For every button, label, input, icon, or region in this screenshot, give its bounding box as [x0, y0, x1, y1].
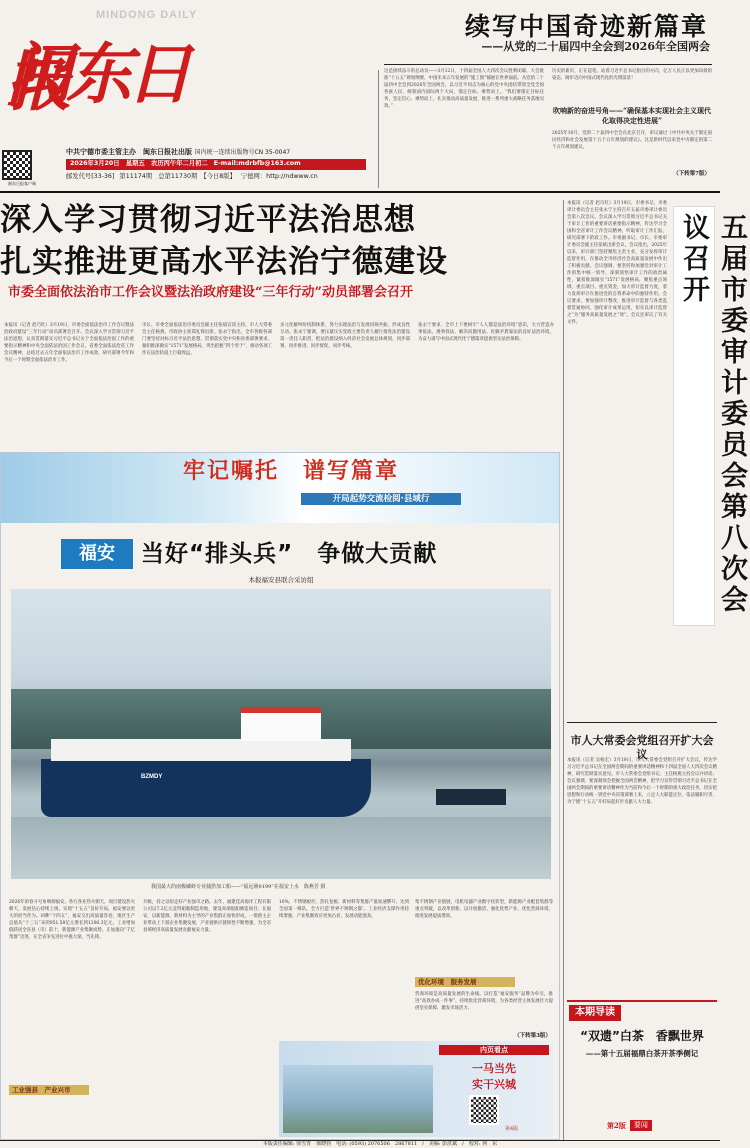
newspaper-logo[interactable]: 闽东日报 [6, 35, 186, 120]
promo-photo [283, 1065, 433, 1133]
lead-col-2: 历史的新页，正在起笔。站着习近平总书记指引的方向，亿万人民正以更加昂扬的姿态，阔步迈向中国式现代化的光明前景！ [552, 69, 712, 81]
main-headline-2[interactable]: 扎实推进更高水平法治宁德建设 [0, 244, 448, 280]
npc-meeting-body: 本报讯（记者 吴杨宏）3月19日，市人大常委会党组召开扩大会议，传达学习习近平总书记在全国两会期间的重要讲话精神和十四届全国人大四次会议精神，研究贯彻落实意见。市人大常委会党组书记、主任杨燕主持会议并讲话。会议强调，要深刻领会把握全国两会精神，把学习宣传贯彻习近平总书记在全国两会期间的重要讲话精神作为当前和今后一个时期的重大政治任务，切实把思想和行动统一到党中央决策部署上来，立足人大职能定位，依法履职尽责，为宁德“十五五”开好局起好步贡献人大力量。 [567, 758, 717, 805]
date-bar [66, 159, 366, 170]
banner-subtitle: 开局起势交流检阅·县域行 [301, 493, 461, 505]
main-body-col-3: 多元化解纠纷机制体系，努力实现法治与发展同频共振，形成良性互动。张永宁强调，要压紧压实党政主要负责人履行推进法治建设第一责任人职责，把法治建设纳入经济社会发展总体规划，同步部署、同步推进、同步督促、同步考核。 [280, 323, 410, 349]
promo-line-1: 一马当先 [472, 1062, 516, 1075]
lead-section-title: 吹响新的奋进号角——“确保基本实现社会主义现代化取得决定性进展” [552, 106, 712, 125]
feature-section [0, 452, 560, 1140]
date-line: 2026年3月20日 星期五 农历丙午年二月初二 [70, 160, 208, 167]
guide-page-tag[interactable] [607, 1120, 652, 1131]
promo-page: 第4版 [505, 1126, 519, 1132]
main-subhead: 市委全面依法治市工作会议暨法治政府建设“三年行动”动员部署会召开 [8, 285, 413, 300]
feature-body-col-4: 集不锈钢产业链链，电机电器产业数字化转型，新能源产业配套集群等重点突破，以改革创新、以开放激活、强化优势产业，优化营商环境，推进发展提质增效。 [415, 900, 553, 919]
issue-line [66, 172, 376, 182]
banner-title: 牢记嘱托 谱写篇章 [182, 459, 399, 484]
divider [567, 722, 717, 723]
promo-qr-icon[interactable] [469, 1095, 499, 1125]
lead-col-3: 2025年10月，党的二十届四中全会在北京召开，审议通过《中共中央关于制定国民经济和社会发展第十五个五年规划的建议》。这是新时代以来党中央制定的第二个五年规划建议。 [552, 131, 712, 150]
ship-hull [41, 759, 371, 817]
industry-tag: 工业强县 产业兴市 [9, 1085, 89, 1095]
audit-meeting-body: 本报讯（记者 赵巧红）3月19日，市委书记、市委审计委员会主任张永宁主持召开五届市委审计委员会第八次会议。会议深入学习贯彻习近平总书记关于审计工作的重要讲话重要指示精神，传达学习全国和全省审计工作会议精神，听取审计工作汇报，研究部署下阶段工作。市委副书记、市长、市委审计委员会副主任张斌出席会议。会议指出，2025年以来，审计部门坚持聚焦主责主业，充分发挥审计监督作用，在推动全市经济社会高质量发展中作出了积极贡献。会议强调，要坚持和加强党对审计工作的集中统一领导，深刻领悟审计工作的政治属性，紧扣推深做实“1571”发展格局，聚焦重点领域、重点项目、重点资金，加大审计监督力度，着力发挥审计在推进党的自我革命中的独特作用。会议要求，要加强审计整改，推进审计监督与各类监督贯通协同，强化审计成果运用，切实以审计监督之“为”服务高质量发展之“效”。会议还审议了有关文件。 [567, 201, 667, 325]
feature-body-col-2: 升级，持之以恒走好产业强市之路。去年，福建佳高海洋工程有限公司以7.2亿元竞得船舶制造用地，建设高端船舶修造项目；在福安，以新能源、新材料为主导的产业集群正加快形成，一批链主企业带动上下游企业集聚发展，产业链供应链韧性不断增强，为全省县域经济高质量发展贡献福安力量。 [143, 900, 271, 933]
masthead-english: MINDONG DAILY [96, 9, 198, 21]
guide-title[interactable]: “双遗”白茶 香飘世界 [580, 1029, 704, 1043]
lead-col-1: 这是接续奋斗的总动员——3月12日，十四届全国人大四次会议胜利闭幕，大会批准“十五五”规划纲要，中国未来五年发展的“施工图”铺展在世界面前。从党的二十届四中全会到2026年全国两会，以习近平同志为核心的党中央团结带领全党全国各族人民，统筹国内国际两个大局，锚定目标、乘势而上。“我们要锚定目标任务，坚定信心、乘势而上，扎实推动高质量发展，推进一系列重大战略任务落地见效。” [384, 69, 544, 109]
audit-meeting-vertical-title[interactable] [673, 206, 747, 626]
app-qr-label: 闽东日报客户端 [8, 181, 36, 186]
feature-byline: 本报福安县联合采访组 [248, 576, 314, 584]
feature-headline[interactable]: 当好“排头兵” 争做大贡献 [141, 541, 438, 567]
ship-photo[interactable] [11, 589, 551, 879]
water [11, 817, 551, 879]
photo-caption: 我国最大的南极磷虾专业捕捞加工船——“福远渔9199”在福安上水 陈燕芳 摄 [151, 884, 326, 890]
lead-continued[interactable]: （下转第7版） [673, 171, 710, 177]
divider [384, 64, 712, 65]
divider [378, 70, 379, 188]
tugboat [436, 789, 506, 805]
main-headline-1[interactable]: 深入学习贯彻习近平法治思想 [0, 202, 416, 238]
optimize-title: 优化环境 服务发展 [415, 977, 515, 987]
guide-box [567, 1000, 717, 1138]
ship-bridge [241, 707, 321, 741]
qr-code-icon[interactable] [2, 150, 32, 180]
cn-number: 国内统一连续出版物号CN 35-0047 [194, 149, 291, 156]
promo-box[interactable] [279, 1041, 553, 1137]
promo-heading: 内页看点 [439, 1045, 549, 1055]
main-body-col-1: 本报讯（记者 赵巧红）3月19日，市委全面依法治市工作会议暨法治政府建设“三年行动”动员部署会召开。会议深入学习贯彻习近平法治思想，认真贯彻落实习近平总书记关于全面依法治国工作的重要指示精神和中央全面依法治国工作会议、省委全面依法治省工作会议精神，总结过去五年全面依法治市工作成效，研究部署今年和今后一个时期全面依法治市工作。 [4, 323, 134, 363]
promo-line-2: 实干兴城 [472, 1078, 516, 1091]
footer-editors: 本版责任编辑: 徐雪青 梁晓钧 电话: (0593) 2076506 2867811 / 美编: 彭洪斌 / 校对: 何 东 [262, 1141, 498, 1147]
feature-banner [1, 453, 559, 523]
lead-subhead: ——从党的二十届四中全会到2026年全国两会 [481, 40, 710, 53]
feature-body-col-3: 10%，不锈钢板坯、热轧卷板、新材料等集群产值加速攀升，达到全国第一梯队，全力打造‘世界不锈钢之都’。工业经济支撑作用持续增强，产业集聚效应更加凸显，发展动能强劲。 [279, 900, 409, 919]
npc-meeting-title[interactable]: 市人大常委会党组召开扩大会议 [570, 734, 714, 761]
masthead [0, 0, 720, 190]
optimize-body: 营商环境是高质量发展的生命线。以打造“福安服务”品牌为牵引，推进“高效办成一件事”，持续优化营商环境，为各类经营主体发展壮大提供坚实保障，激发市场活力。 [415, 992, 553, 1011]
feature-body-col-1: 2026年的春斗号角响彻福安。各行各业热火朝天，项目建设热火朝天，发展信心持续上扬。实现“十五五”良好开局，福安要以更大的担当作为。回眸“十四五”，福安交出高质量答卷，地区生产总值从“十三五”末的951.58亿元增长到1306.3亿元，工业增加值跃居全省县（市）前十。新能源产业集聚成势，正加速向“千亿集群”迈进，在全省争先进位中挑大梁、当先锋。 [9, 900, 135, 940]
guide-section: 要闻 [630, 1120, 652, 1131]
website-text[interactable]: 宁德网：http://ndwww.cn [240, 173, 318, 180]
ship-name-label: BZMDY [141, 774, 163, 780]
guide-page-number: 第2版 [607, 1121, 626, 1130]
feature-continued[interactable]: （下转第3版） [514, 1033, 551, 1039]
publisher-text: 中共宁德市委主管主办 闽东日报社出版 [66, 148, 192, 156]
publisher-line [66, 147, 376, 158]
masthead-rule [0, 191, 720, 193]
audit-meeting-title-text: 五届市委审计委员会第八次会议召开 [678, 213, 747, 616]
main-body-col-2: 市长、市委全面依法治市委员会副主任张斌宣读主持。市人大常委会主任杨燕、市政协主席郑礼锋出席。张永宁指出，全市各级各部门要坚持对标习近平法治思想，贯彻落实党中央和省委部署要求，紧扣推深做实“1571”发展格局，突出把握“四个善于”，推动各项工作在法治轨道上行稳致远。 [142, 323, 272, 356]
guide-label-text: 本期导读 [575, 1007, 615, 1018]
email-text[interactable]: E-mail:mdrbfb@163.com [213, 160, 301, 167]
county-tag[interactable]: 福安 [61, 539, 133, 569]
column-divider [563, 200, 564, 1140]
ship-deck [51, 739, 351, 761]
guide-subtitle: ——第十五届福鼎白茶开茶季侧记 [585, 1049, 699, 1058]
main-body-col-4: 张永宁要求，全市上下要树牢“人人都是法治环境”意识，大力营造办事依法、遇事找法、解决问题用法、化解矛盾靠法的良好法治环境，为奋力谱写中国式现代化宁德篇章提供坚实法治保障。 [418, 323, 554, 342]
guide-label [569, 1005, 621, 1021]
postal-code: 邮发代号[33-36] [66, 173, 115, 180]
issue-number: 第11174期 总第11730期 【今日8版】 [119, 173, 236, 180]
lead-headline[interactable]: 续写中国奇迹新篇章 [464, 12, 708, 41]
